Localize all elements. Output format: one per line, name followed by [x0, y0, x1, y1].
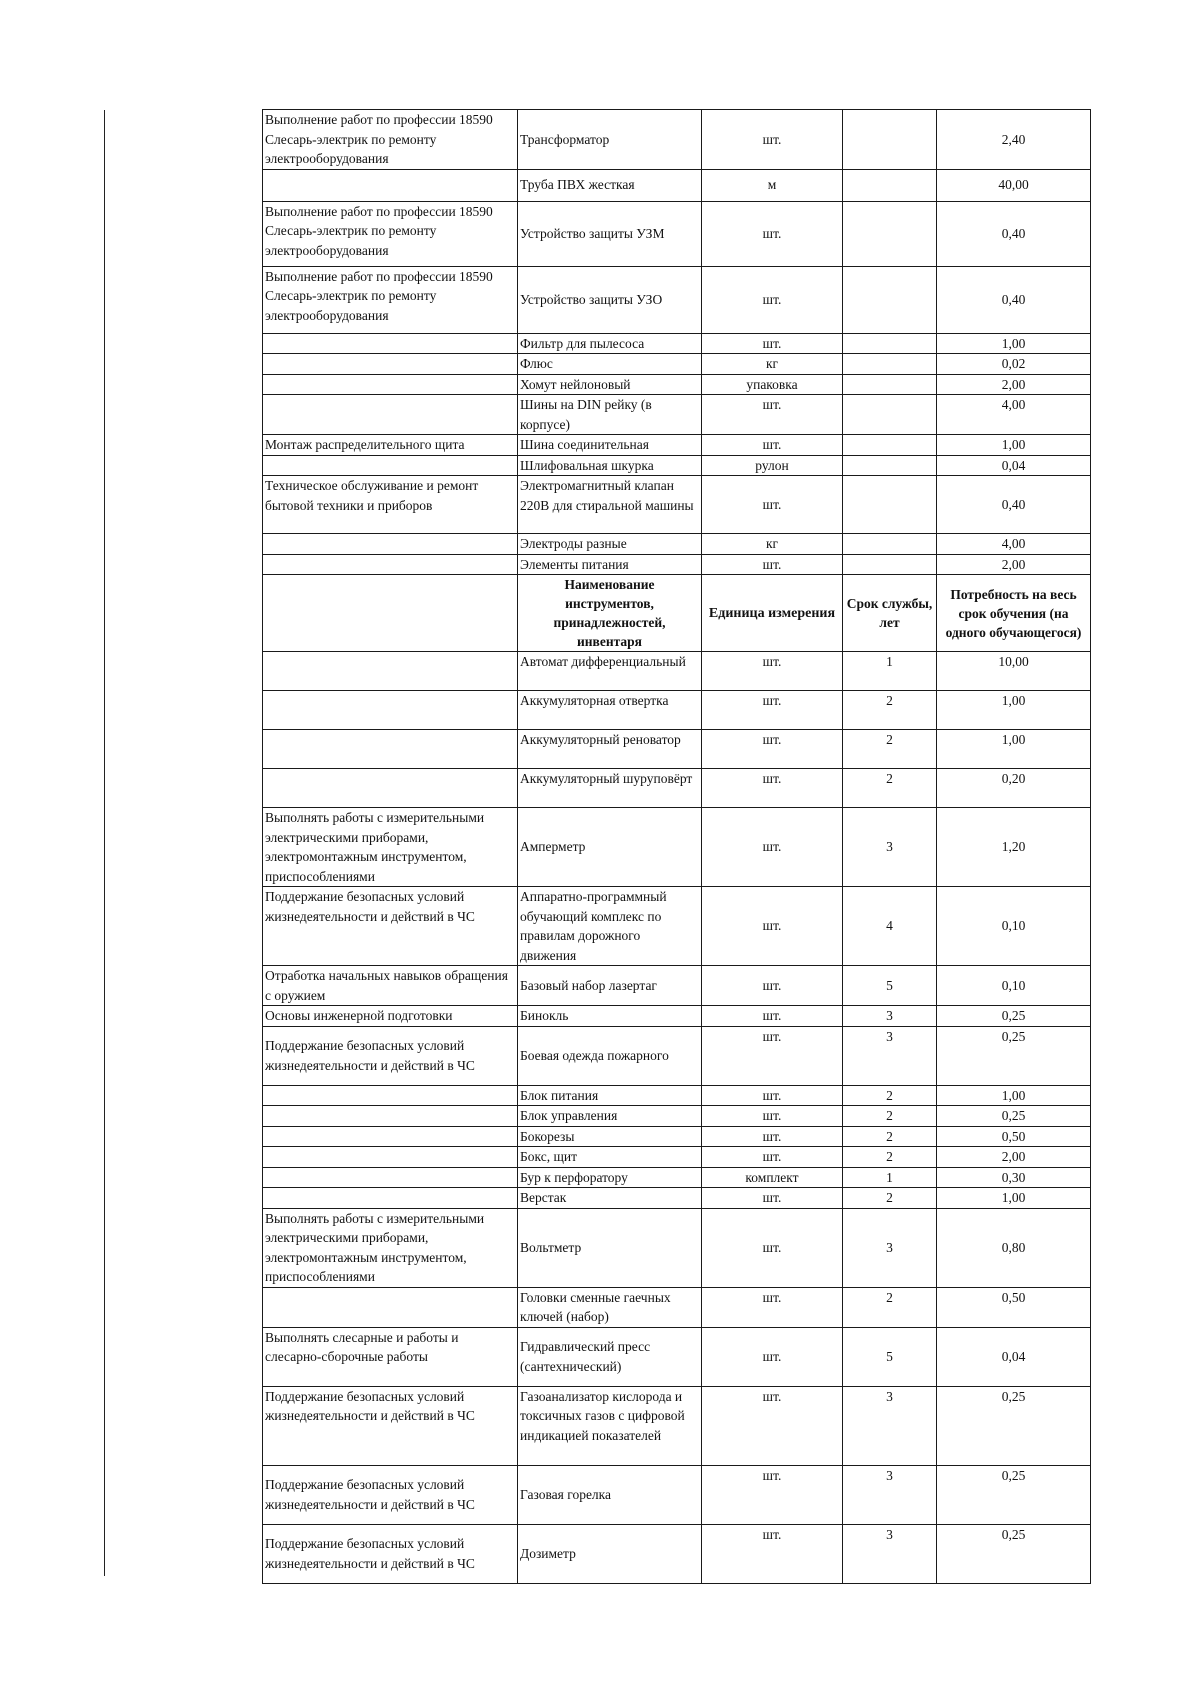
qty-cell: 0,25 [937, 1106, 1091, 1127]
life-cell: 2 [843, 769, 937, 808]
activity-cell: Выполнение работ по профессии 18590 Слесарь-электрик по ремонту электрооборудования [263, 266, 518, 333]
qty-cell: 1,00 [937, 1085, 1091, 1106]
table-row [263, 476, 1091, 534]
left-margin-line [104, 110, 105, 1576]
qty-cell: 1,00 [937, 1188, 1091, 1209]
unit-cell: шт. [702, 1465, 843, 1524]
unit-cell: шт. [702, 808, 843, 887]
item-cell: Головки сменные гаечных ключей (набор) [518, 1287, 702, 1327]
qty-cell: 0,80 [937, 1208, 1091, 1287]
activity-cell [263, 769, 518, 808]
table-header-row [263, 575, 1091, 652]
table-row [263, 1287, 1091, 1327]
unit-cell: шт. [702, 1386, 843, 1465]
qty-cell: 0,40 [937, 266, 1091, 333]
item-cell: Блок управления [518, 1106, 702, 1127]
activity-cell [263, 1167, 518, 1188]
qty-cell: 0,04 [937, 455, 1091, 476]
item-cell: Электроды разные [518, 534, 702, 555]
qty-cell: 4,00 [937, 534, 1091, 555]
table-row [263, 534, 1091, 555]
activity-cell [263, 354, 518, 375]
item-cell: Дозиметр [518, 1524, 702, 1583]
unit-cell: шт. [702, 966, 843, 1006]
unit-cell: шт. [702, 652, 843, 691]
life-cell: 1 [843, 652, 937, 691]
table-row [263, 201, 1091, 266]
activity-cell: Основы инженерной подготовки [263, 1006, 518, 1027]
qty-cell: 2,40 [937, 110, 1091, 170]
table-row [263, 1126, 1091, 1147]
activity-cell [263, 455, 518, 476]
unit-cell: рулон [702, 455, 843, 476]
unit-cell: шт. [702, 1524, 843, 1583]
unit-cell: шт. [702, 1126, 843, 1147]
life-cell [843, 455, 937, 476]
activity-cell: Выполнять слесарные и работы и слесарно-сборочные работы [263, 1327, 518, 1386]
qty-cell: 1,00 [937, 333, 1091, 354]
item-cell: Труба ПВХ жесткая [518, 169, 702, 201]
unit-cell: шт. [702, 333, 843, 354]
activity-cell: Выполнение работ по профессии 18590 Слесарь-электрик по ремонту электрооборудования [263, 201, 518, 266]
table-row [263, 1208, 1091, 1287]
life-cell: 2 [843, 1106, 937, 1127]
qty-cell: 0,50 [937, 1287, 1091, 1327]
unit-cell: шт. [702, 435, 843, 456]
item-cell: Бур к перфоратору [518, 1167, 702, 1188]
header-need: Потребность на весь срок обучения (на одного обучающегося) [937, 575, 1091, 652]
life-cell: 3 [843, 808, 937, 887]
item-cell: Вольтметр [518, 1208, 702, 1287]
activity-cell: Поддержание безопасных условий жизнедеятельности и действий в ЧС [263, 1465, 518, 1524]
header-name: Наименование инструментов, принадлежностей, инвентаря [518, 575, 702, 652]
item-cell: Бокорезы [518, 1126, 702, 1147]
life-cell [843, 476, 937, 534]
item-cell: Боевая одежда пожарного [518, 1026, 702, 1085]
life-cell: 5 [843, 966, 937, 1006]
header-activity-cell [263, 575, 518, 652]
table-row [263, 769, 1091, 808]
table-row [263, 1167, 1091, 1188]
item-cell: Газовая горелка [518, 1465, 702, 1524]
item-cell: Шины на DIN рейку (в корпусе) [518, 395, 702, 435]
unit-cell: шт. [702, 1026, 843, 1085]
life-cell: 3 [843, 1386, 937, 1465]
unit-cell: шт. [702, 1147, 843, 1168]
table-row [263, 691, 1091, 730]
item-cell: Шина соединительная [518, 435, 702, 456]
table-row [263, 730, 1091, 769]
item-cell: Бинокль [518, 1006, 702, 1027]
inventory-table [262, 109, 1091, 1584]
unit-cell: шт. [702, 1208, 843, 1287]
life-cell [843, 333, 937, 354]
table-row [263, 1106, 1091, 1127]
activity-cell [263, 691, 518, 730]
qty-cell: 2,00 [937, 554, 1091, 575]
qty-cell: 0,25 [937, 1006, 1091, 1027]
qty-cell: 0,20 [937, 769, 1091, 808]
table-row [263, 1026, 1091, 1085]
life-cell: 2 [843, 1287, 937, 1327]
activity-cell [263, 1106, 518, 1127]
life-cell [843, 201, 937, 266]
life-cell: 2 [843, 691, 937, 730]
table-row [263, 808, 1091, 887]
item-cell: Элементы питания [518, 554, 702, 575]
table-row [263, 887, 1091, 966]
activity-cell: Поддержание безопасных условий жизнедеятельности и действий в ЧС [263, 1026, 518, 1085]
item-cell: Хомут нейлоновый [518, 374, 702, 395]
item-cell: Амперметр [518, 808, 702, 887]
activity-cell: Выполнять работы с измерительными электрическими приборами, электромонтажным инструментом, приспособлениями [263, 808, 518, 887]
life-cell: 2 [843, 1085, 937, 1106]
unit-cell: шт. [702, 266, 843, 333]
life-cell [843, 534, 937, 555]
qty-cell: 1,20 [937, 808, 1091, 887]
table-row [263, 1327, 1091, 1386]
life-cell: 3 [843, 1026, 937, 1085]
table-row [263, 1085, 1091, 1106]
table-row [263, 169, 1091, 201]
life-cell: 5 [843, 1327, 937, 1386]
table-row [263, 1147, 1091, 1168]
unit-cell: кг [702, 534, 843, 555]
table-row [263, 395, 1091, 435]
qty-cell: 1,00 [937, 730, 1091, 769]
qty-cell: 0,25 [937, 1465, 1091, 1524]
table-row [263, 266, 1091, 333]
life-cell: 2 [843, 1188, 937, 1209]
qty-cell: 0,40 [937, 476, 1091, 534]
unit-cell: шт. [702, 1188, 843, 1209]
activity-cell [263, 1126, 518, 1147]
activity-cell [263, 652, 518, 691]
qty-cell: 2,00 [937, 374, 1091, 395]
table-row [263, 354, 1091, 375]
table-row [263, 1524, 1091, 1583]
life-cell [843, 554, 937, 575]
activity-cell: Отработка начальных навыков обращения с оружием [263, 966, 518, 1006]
life-cell [843, 169, 937, 201]
qty-cell: 10,00 [937, 652, 1091, 691]
qty-cell: 0,40 [937, 201, 1091, 266]
life-cell: 4 [843, 887, 937, 966]
unit-cell: шт. [702, 1085, 843, 1106]
activity-cell [263, 730, 518, 769]
activity-cell: Поддержание безопасных условий жизнедеятельности и действий в ЧС [263, 887, 518, 966]
life-cell: 2 [843, 1126, 937, 1147]
activity-cell [263, 1188, 518, 1209]
qty-cell: 2,00 [937, 1147, 1091, 1168]
activity-cell [263, 534, 518, 555]
life-cell [843, 435, 937, 456]
unit-cell: м [702, 169, 843, 201]
item-cell: Бокс, щит [518, 1147, 702, 1168]
activity-cell: Монтаж распределительного щита [263, 435, 518, 456]
qty-cell: 0,25 [937, 1386, 1091, 1465]
item-cell: Аккумуляторный шуруповёрт [518, 769, 702, 808]
unit-cell: шт. [702, 1106, 843, 1127]
item-cell: Флюс [518, 354, 702, 375]
unit-cell: шт. [702, 395, 843, 435]
item-cell: Электромагнитный клапан 220В для стиральной машины [518, 476, 702, 534]
table-row [263, 435, 1091, 456]
item-cell: Аккумуляторный реноватор [518, 730, 702, 769]
activity-cell [263, 1147, 518, 1168]
unit-cell: шт. [702, 887, 843, 966]
life-cell [843, 354, 937, 375]
qty-cell: 0,25 [937, 1026, 1091, 1085]
unit-cell: шт. [702, 769, 843, 808]
unit-cell: шт. [702, 730, 843, 769]
item-cell: Аппаратно-программный обучающий комплекс по правилам дорожного движения [518, 887, 702, 966]
life-cell [843, 266, 937, 333]
unit-cell: кг [702, 354, 843, 375]
life-cell: 3 [843, 1208, 937, 1287]
table-row [263, 1188, 1091, 1209]
table-row [263, 554, 1091, 575]
table-row [263, 333, 1091, 354]
table-row [263, 652, 1091, 691]
item-cell: Базовый набор лазертаг [518, 966, 702, 1006]
table-row [263, 1386, 1091, 1465]
activity-cell: Поддержание безопасных условий жизнедеятельности и действий в ЧС [263, 1524, 518, 1583]
activity-cell [263, 395, 518, 435]
activity-cell [263, 333, 518, 354]
item-cell: Аккумуляторная отвертка [518, 691, 702, 730]
item-cell: Устройство защиты УЗМ [518, 201, 702, 266]
table-row [263, 966, 1091, 1006]
life-cell: 3 [843, 1006, 937, 1027]
life-cell [843, 374, 937, 395]
life-cell: 2 [843, 730, 937, 769]
qty-cell: 1,00 [937, 691, 1091, 730]
unit-cell: шт. [702, 1287, 843, 1327]
unit-cell: шт. [702, 1327, 843, 1386]
activity-cell [263, 374, 518, 395]
life-cell [843, 395, 937, 435]
item-cell: Шлифовальная шкурка [518, 455, 702, 476]
item-cell: Газоанализатор кислорода и токсичных газов с цифровой индикацией показателей [518, 1386, 702, 1465]
table-row [263, 374, 1091, 395]
unit-cell: шт. [702, 110, 843, 170]
activity-cell [263, 1085, 518, 1106]
unit-cell: шт. [702, 554, 843, 575]
unit-cell: упаковка [702, 374, 843, 395]
header-unit: Единица измерения [702, 575, 843, 652]
table-row [263, 455, 1091, 476]
qty-cell: 0,30 [937, 1167, 1091, 1188]
activity-cell: Техническое обслуживание и ремонт бытовой техники и приборов [263, 476, 518, 534]
qty-cell: 1,00 [937, 435, 1091, 456]
table-row [263, 110, 1091, 170]
qty-cell: 0,25 [937, 1524, 1091, 1583]
item-cell: Устройство защиты УЗО [518, 266, 702, 333]
activity-cell [263, 169, 518, 201]
item-cell: Гидравлический пресс (сантехнический) [518, 1327, 702, 1386]
qty-cell: 0,10 [937, 887, 1091, 966]
unit-cell: шт. [702, 476, 843, 534]
item-cell: Верстак [518, 1188, 702, 1209]
life-cell: 3 [843, 1465, 937, 1524]
item-cell: Блок питания [518, 1085, 702, 1106]
item-cell: Фильтр для пылесоса [518, 333, 702, 354]
unit-cell: комплект [702, 1167, 843, 1188]
life-cell: 2 [843, 1147, 937, 1168]
life-cell: 3 [843, 1524, 937, 1583]
activity-cell: Поддержание безопасных условий жизнедеятельности и действий в ЧС [263, 1386, 518, 1465]
qty-cell: 4,00 [937, 395, 1091, 435]
unit-cell: шт. [702, 691, 843, 730]
activity-cell [263, 554, 518, 575]
qty-cell: 0,50 [937, 1126, 1091, 1147]
qty-cell: 0,10 [937, 966, 1091, 1006]
qty-cell: 0,02 [937, 354, 1091, 375]
item-cell: Автомат дифференциальный [518, 652, 702, 691]
qty-cell: 40,00 [937, 169, 1091, 201]
table-row [263, 1006, 1091, 1027]
table-row [263, 1465, 1091, 1524]
life-cell: 1 [843, 1167, 937, 1188]
activity-cell: Выполнять работы с измерительными электрическими приборами, электромонтажным инструментом, приспособлениями [263, 1208, 518, 1287]
activity-cell: Выполнение работ по профессии 18590 Слесарь-электрик по ремонту электрооборудования [263, 110, 518, 170]
header-life: Срок службы, лет [843, 575, 937, 652]
unit-cell: шт. [702, 1006, 843, 1027]
activity-cell [263, 1287, 518, 1327]
life-cell [843, 110, 937, 170]
qty-cell: 0,04 [937, 1327, 1091, 1386]
item-cell: Трансформатор [518, 110, 702, 170]
unit-cell: шт. [702, 201, 843, 266]
